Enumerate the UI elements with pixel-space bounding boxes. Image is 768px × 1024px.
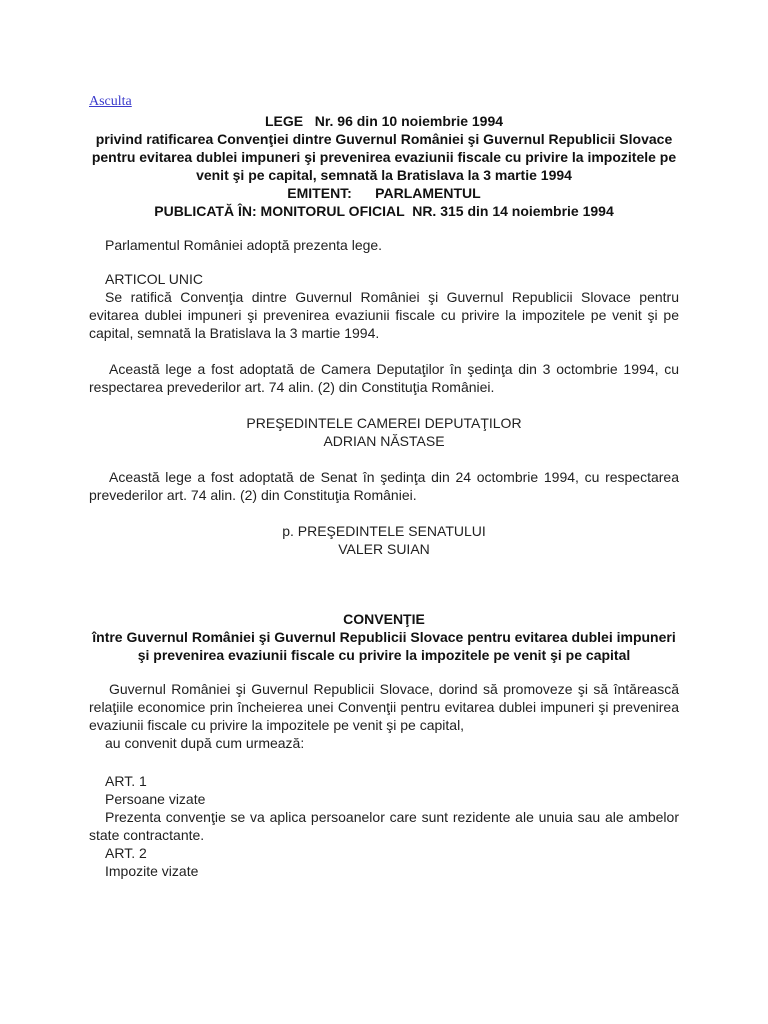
- senate-president-title: p. PREŞEDINTELE SENATULUI: [282, 523, 486, 539]
- convention-header: [89, 610, 679, 664]
- chamber-signature: [89, 414, 679, 450]
- law-number: LEGE Nr. 96 din 10 noiembrie 1994: [264, 113, 504, 129]
- convention-agreed: au convenit după cum urmează:: [105, 735, 305, 751]
- article-1-text: Prezenta convenţie se va aplica persoanelor care sunt rezidente ale unuia sau ale ambelor state contractante.: [89, 809, 679, 843]
- law-header: [89, 112, 679, 220]
- convention-intro: Guvernul României şi Guvernul Republicii Slovace, dorind să promoveze şi să întărească relaţiile economice prin încheierea unei Convenţii pentru evitarea dublei impuneri şi prevenirea evaziunii fiscale cu privire la impozitele pe venit şi pe capital,: [89, 681, 679, 733]
- chamber-president-title: PREŞEDINTELE CAMEREI DEPUTAŢILOR: [246, 415, 522, 431]
- senate-signature: [89, 522, 679, 558]
- chamber-president-name: ADRIAN NĂSTASE: [323, 433, 445, 449]
- article-1-title: Persoane vizate: [105, 791, 206, 807]
- adoption-intro: Parlamentul României adoptă prezenta lege.: [105, 237, 383, 253]
- senate-president-name: VALER SUIAN: [338, 541, 430, 557]
- article-2-title: Impozite vizate: [105, 863, 199, 879]
- article-1-number: ART. 1: [105, 773, 147, 789]
- law-subject: privind ratificarea Convenţiei dintre Guvernul României şi Guvernul Republicii Slovace pentru evitarea dublei impuneri şi prevenirea evaziunii fiscale cu privire la impozitele pe venit şi pe capital, semnată la Bratislava la 3 martie 1994: [91, 131, 677, 183]
- law-publication: PUBLICATĂ ÎN: MONITORUL OFICIAL NR. 315 din 14 noiembrie 1994: [154, 203, 614, 219]
- law-issuer: EMITENT: PARLAMENTUL: [287, 185, 481, 201]
- convention-title: CONVENŢIE: [343, 611, 425, 627]
- document-page: [89, 92, 679, 880]
- chamber-adoption-text: Această lege a fost adoptată de Camera Deputaţilor în şedinţa din 3 octombrie 1994, cu respectarea prevederilor art. 74 alin. (2) din Constituţia României.: [89, 361, 679, 395]
- article-text: Se ratifică Convenţia dintre Guvernul României şi Guvernul Republicii Slovace pentru evitarea dublei impuneri şi prevenirea evaziunii fiscale cu privire la impozitele pe venit şi pe capital, semnată la Bratislava la 3 martie 1994.: [89, 289, 679, 341]
- senate-adoption-text: Această lege a fost adoptată de Senat în şedinţa din 24 octombrie 1994, cu respectarea prevederilor art. 74 alin. (2) din Constituţia României.: [89, 469, 679, 503]
- article-title: ARTICOL UNIC: [105, 271, 204, 287]
- asculta-link[interactable]: Asculta: [89, 94, 132, 109]
- convention-subject: între Guvernul României şi Guvernul Republicii Slovace pentru evitarea dublei impuneri şi prevenirea evaziunii fiscale cu privire la impozitele pe venit şi pe capital: [92, 629, 676, 663]
- article-2-number: ART. 2: [105, 845, 147, 861]
